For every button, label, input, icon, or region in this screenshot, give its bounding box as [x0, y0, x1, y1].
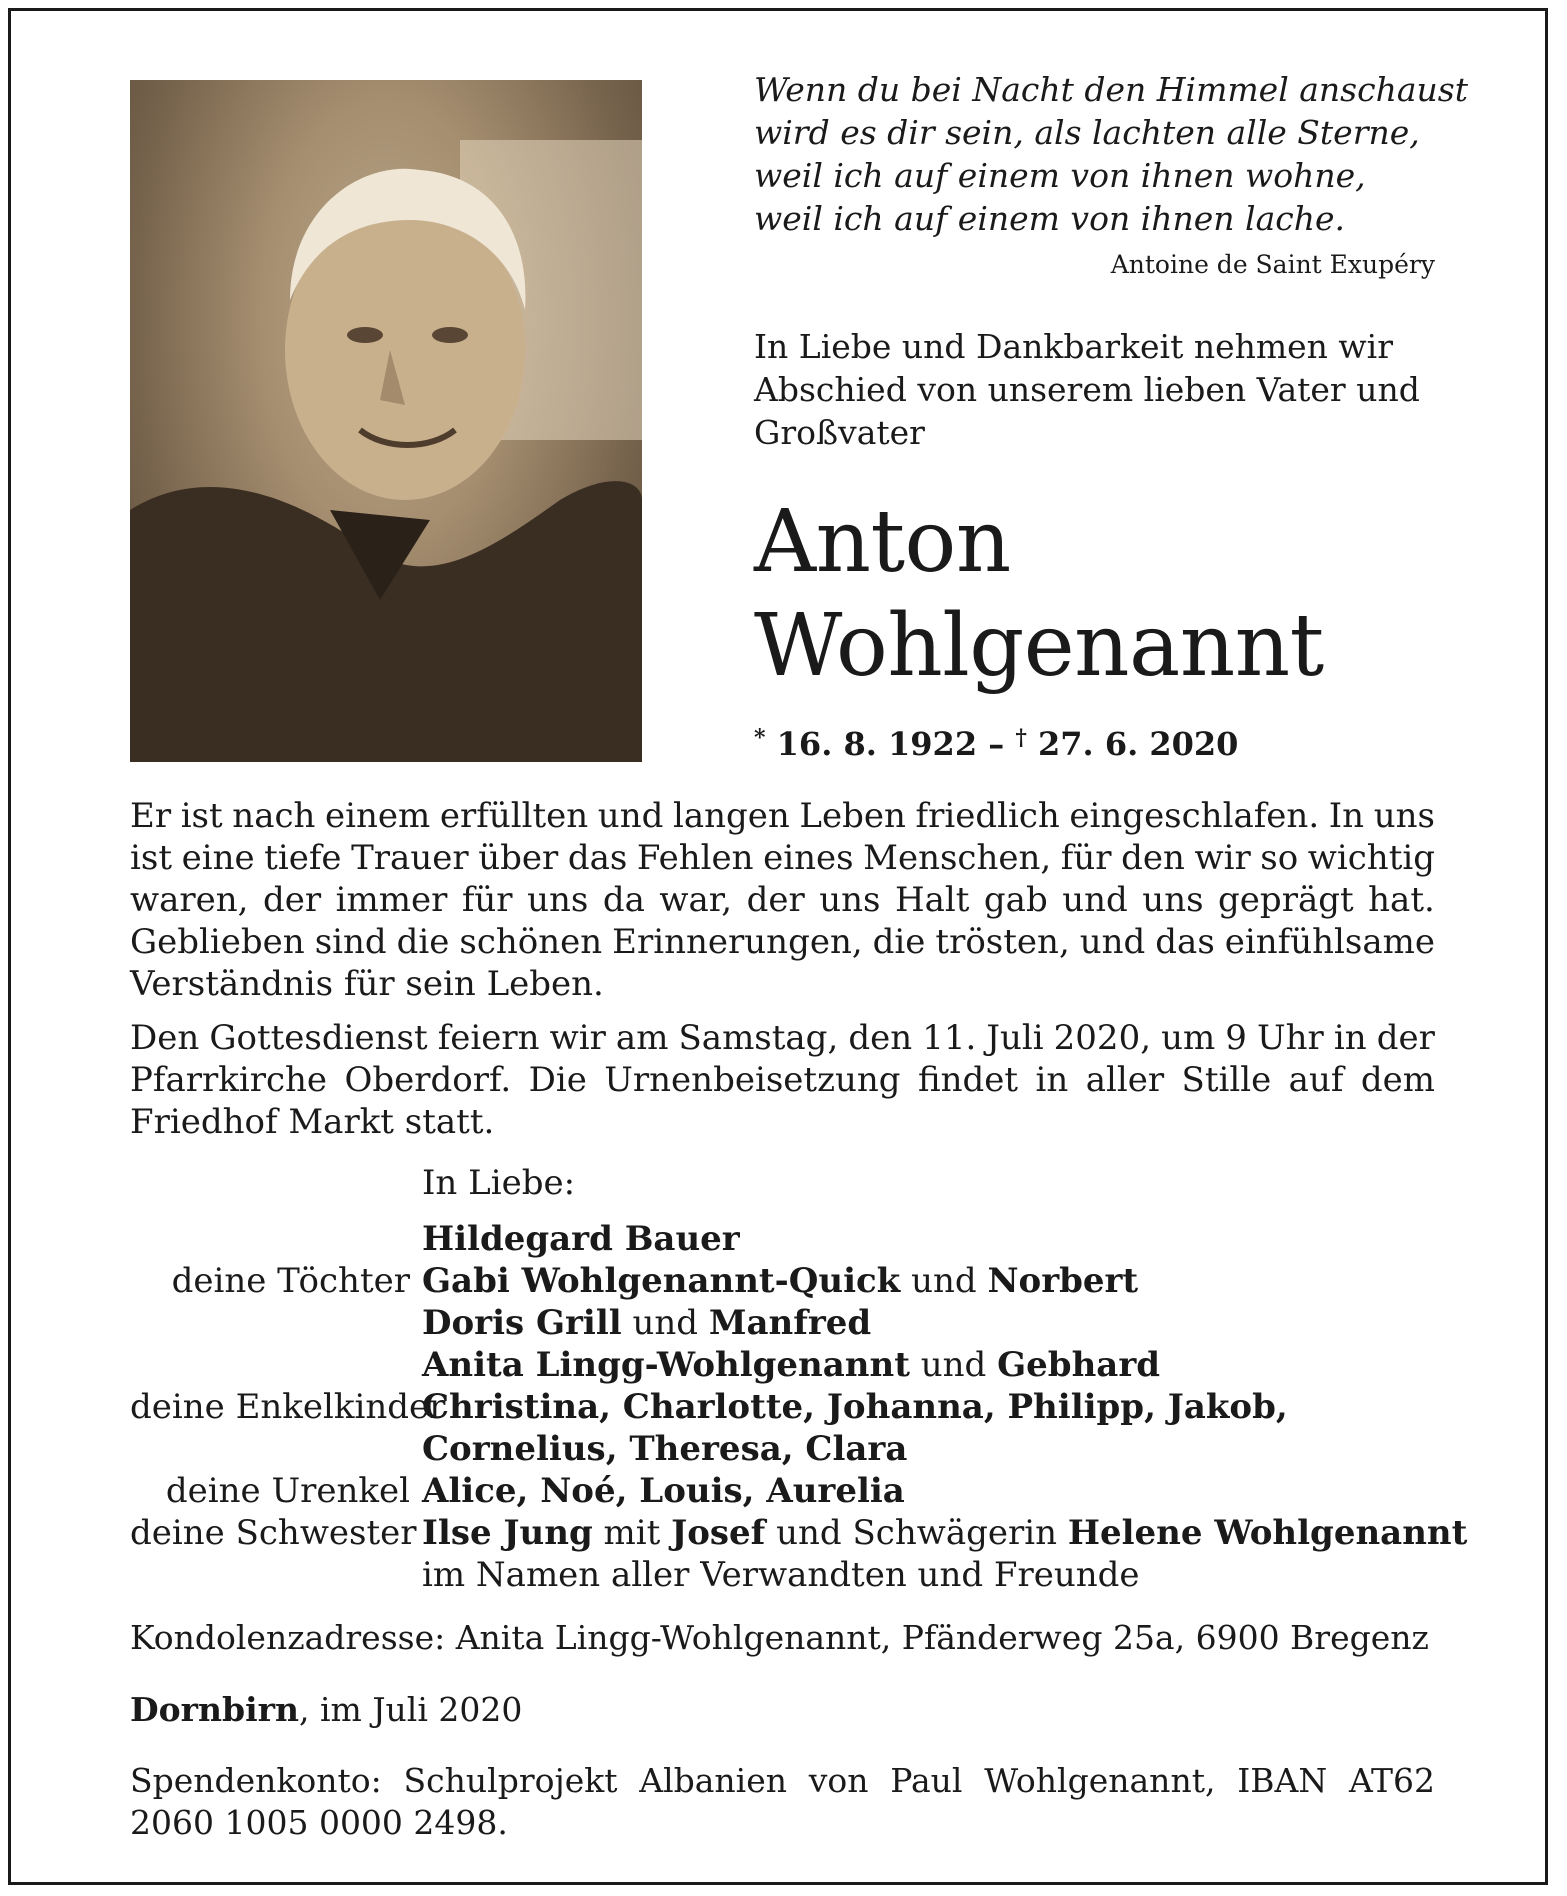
text-line: [130, 1059, 1435, 1101]
daughter-name: Anita Lingg-Wohlgenannt: [422, 1345, 910, 1385]
condolence-address: Kondolenzadresse: Anita Lingg-Wohlgenannt, Pfänderweg 25a, 6900 Bregenz: [130, 1618, 1429, 1657]
text-line: [130, 795, 1435, 837]
sister-partner-name: Josef: [671, 1513, 766, 1553]
word: und: [597, 796, 664, 836]
word: In: [1328, 796, 1365, 836]
word: IBAN: [1237, 1761, 1328, 1800]
word: für: [1060, 838, 1112, 878]
word: da: [602, 880, 645, 920]
word: für: [461, 880, 513, 920]
word: um: [1161, 1018, 1216, 1058]
word: von: [808, 1761, 869, 1800]
word: Samstag,: [678, 1018, 839, 1058]
word: waren,: [130, 880, 249, 920]
death-date: 27. 6. 2020: [1038, 725, 1239, 763]
obituary-body: [130, 795, 1435, 1143]
great-grandchildren-label: deine Urenkel: [165, 1471, 410, 1511]
memorial-quote: [754, 68, 1468, 240]
word: uns: [527, 880, 589, 920]
portrait-photo: [130, 80, 642, 762]
word: Juli: [986, 1018, 1044, 1058]
word: und: [1079, 922, 1146, 962]
sister-in-law-text: und Schwägerin: [776, 1513, 1058, 1553]
text-line: Verständnis für sein Leben.: [130, 964, 604, 1004]
word: langen: [672, 796, 790, 836]
daughters-label: deine Töchter: [171, 1261, 410, 1301]
word: Erinnerungen,: [612, 922, 863, 962]
word: eingeschlafen.: [1069, 796, 1320, 836]
donation-line: [130, 1760, 1435, 1802]
word: wir: [549, 1018, 606, 1058]
portrait-illustration: [130, 80, 642, 762]
word: uns: [819, 880, 881, 920]
paragraph-life: [130, 795, 1435, 1005]
word: Stille: [1181, 1060, 1272, 1100]
sister-in-law-name: Helene Wohlgenannt: [1067, 1513, 1468, 1553]
word: Die: [528, 1060, 587, 1100]
word: einem: [325, 796, 431, 836]
word: Uhr: [1256, 1018, 1324, 1058]
word: die: [872, 922, 926, 962]
word: trösten,: [935, 922, 1070, 962]
word: Menschen,: [863, 838, 1052, 878]
word: über: [478, 838, 559, 878]
word: der: [262, 880, 322, 920]
date-separator: –: [988, 725, 1005, 763]
life-dates: [754, 725, 1238, 763]
word: 9: [1225, 1018, 1247, 1058]
daughter-name: Hildegard Bauer: [422, 1219, 740, 1259]
sister-name: Ilse Jung: [422, 1513, 593, 1553]
text-line: [130, 879, 1435, 921]
word: der: [1376, 1018, 1435, 1058]
partner-name: Gebhard: [997, 1345, 1161, 1385]
text-line: [130, 1017, 1435, 1059]
word: 2020,: [1053, 1018, 1152, 1058]
partner-name: Norbert: [987, 1261, 1139, 1301]
and-word: und: [920, 1345, 987, 1385]
word: eines: [763, 838, 854, 878]
word: sind: [314, 922, 387, 962]
quote-line: Wenn du bei Nacht den Himmel anschaust: [754, 70, 1468, 109]
and-word: und: [632, 1303, 699, 1343]
intro-line: Abschied von unserem lieben Vater und: [754, 370, 1420, 409]
word: nach: [232, 796, 316, 836]
word: gab: [983, 880, 1048, 920]
intro-line: Großvater: [754, 413, 925, 452]
word: Urnenbeisetzung: [604, 1060, 901, 1100]
word: wir: [1194, 838, 1251, 878]
grandchildren-names: Christina, Charlotte, Johanna, Philipp, Jakob,: [422, 1387, 1288, 1427]
word: immer: [335, 880, 448, 920]
word: der: [746, 880, 805, 920]
word: in: [1333, 1018, 1367, 1058]
grandchildren-label: deine Enkelkinder: [130, 1387, 446, 1427]
place-date-text: , im Juli 2020: [299, 1690, 523, 1729]
word: Leben: [799, 796, 906, 836]
word: Fehlen: [636, 838, 754, 878]
word: das: [1155, 922, 1215, 962]
word: dem: [1360, 1060, 1435, 1100]
word: Paul: [890, 1761, 963, 1800]
place-date: [130, 1690, 522, 1729]
word: Halt: [894, 880, 970, 920]
and-word: und: [911, 1261, 977, 1301]
word: wichtig: [1307, 838, 1435, 878]
death-symbol: †: [1015, 725, 1027, 751]
word: Geblieben: [130, 922, 305, 962]
family-closing: im Namen aller Verwandten und Freunde: [422, 1555, 1140, 1595]
partner-name: Manfred: [708, 1303, 872, 1343]
word: Gottesdienst: [209, 1018, 428, 1058]
donation-account: [130, 1760, 1435, 1844]
text-line: [130, 921, 1435, 963]
word: am: [615, 1018, 669, 1058]
family-header: In Liebe:: [422, 1163, 576, 1203]
word: war,: [659, 880, 733, 920]
word: AT62: [1348, 1761, 1435, 1800]
word: uns: [1142, 880, 1204, 920]
word: Er: [130, 796, 172, 836]
word: Oberdorf.: [344, 1060, 512, 1100]
word: Schulprojekt: [403, 1761, 618, 1800]
word: in: [1035, 1060, 1069, 1100]
word: schönen: [459, 922, 603, 962]
word: die: [396, 922, 450, 962]
word: friedlich: [915, 796, 1060, 836]
word: Wohlgenannt,: [984, 1761, 1216, 1800]
word: geprägt: [1218, 880, 1354, 920]
word: 11.: [922, 1018, 977, 1058]
word: hat.: [1368, 880, 1435, 920]
great-grandchildren-names: Alice, Noé, Louis, Aurelia: [422, 1471, 905, 1511]
word: ist: [180, 796, 223, 836]
word: Spendenkonto:: [130, 1761, 382, 1800]
quote-line: weil ich auf einem von ihnen wohne,: [754, 156, 1366, 195]
word: auf: [1288, 1060, 1344, 1100]
word: den: [1121, 838, 1185, 878]
paragraph-service: [130, 1017, 1435, 1143]
birth-symbol: *: [754, 725, 766, 751]
intro-line: In Liebe und Dankbarkeit nehmen wir: [754, 327, 1394, 366]
quote-author: Antoine de Saint Exupéry: [1110, 250, 1435, 279]
word: Trauer: [351, 838, 469, 878]
daughter-name: Gabi Wohlgenannt-Quick: [422, 1261, 901, 1301]
word: tiefe: [264, 838, 342, 878]
quote-line: wird es dir sein, als lachten alle Sterne,: [754, 113, 1420, 152]
text-line: [130, 837, 1435, 879]
word: Pfarrkirche: [130, 1060, 328, 1100]
quote-line: weil ich auf einem von ihnen lache.: [754, 199, 1346, 238]
text-line: Friedhof Markt statt.: [130, 1102, 495, 1142]
place-city: Dornbirn: [130, 1690, 299, 1729]
last-name: Wohlgenannt: [754, 596, 1324, 696]
family-list: [130, 1162, 1490, 1596]
word: Den: [130, 1018, 200, 1058]
word: das: [567, 838, 628, 878]
word: erfüllten: [439, 796, 589, 836]
deceased-name: [754, 490, 1324, 698]
farewell-intro: [754, 325, 1454, 454]
grandchildren-names: Cornelius, Theresa, Clara: [422, 1429, 908, 1469]
word: feiern: [437, 1018, 540, 1058]
word: so: [1260, 838, 1299, 878]
word: eine: [181, 838, 255, 878]
first-name: Anton: [754, 492, 1011, 592]
with-word: mit: [603, 1513, 661, 1553]
birth-date: 16. 8. 1922: [776, 725, 978, 763]
word: ist: [130, 838, 172, 878]
donation-line: 2060 1005 0000 2498.: [130, 1803, 508, 1842]
sister-label: deine Schwester: [130, 1513, 417, 1553]
word: uns: [1373, 796, 1435, 836]
word: und: [1062, 880, 1128, 920]
word: den: [848, 1018, 913, 1058]
word: Albanien: [639, 1761, 788, 1800]
word: findet: [917, 1060, 1019, 1100]
word: einfühlsame: [1224, 922, 1435, 962]
word: aller: [1085, 1060, 1165, 1100]
daughter-name: Doris Grill: [422, 1303, 622, 1343]
